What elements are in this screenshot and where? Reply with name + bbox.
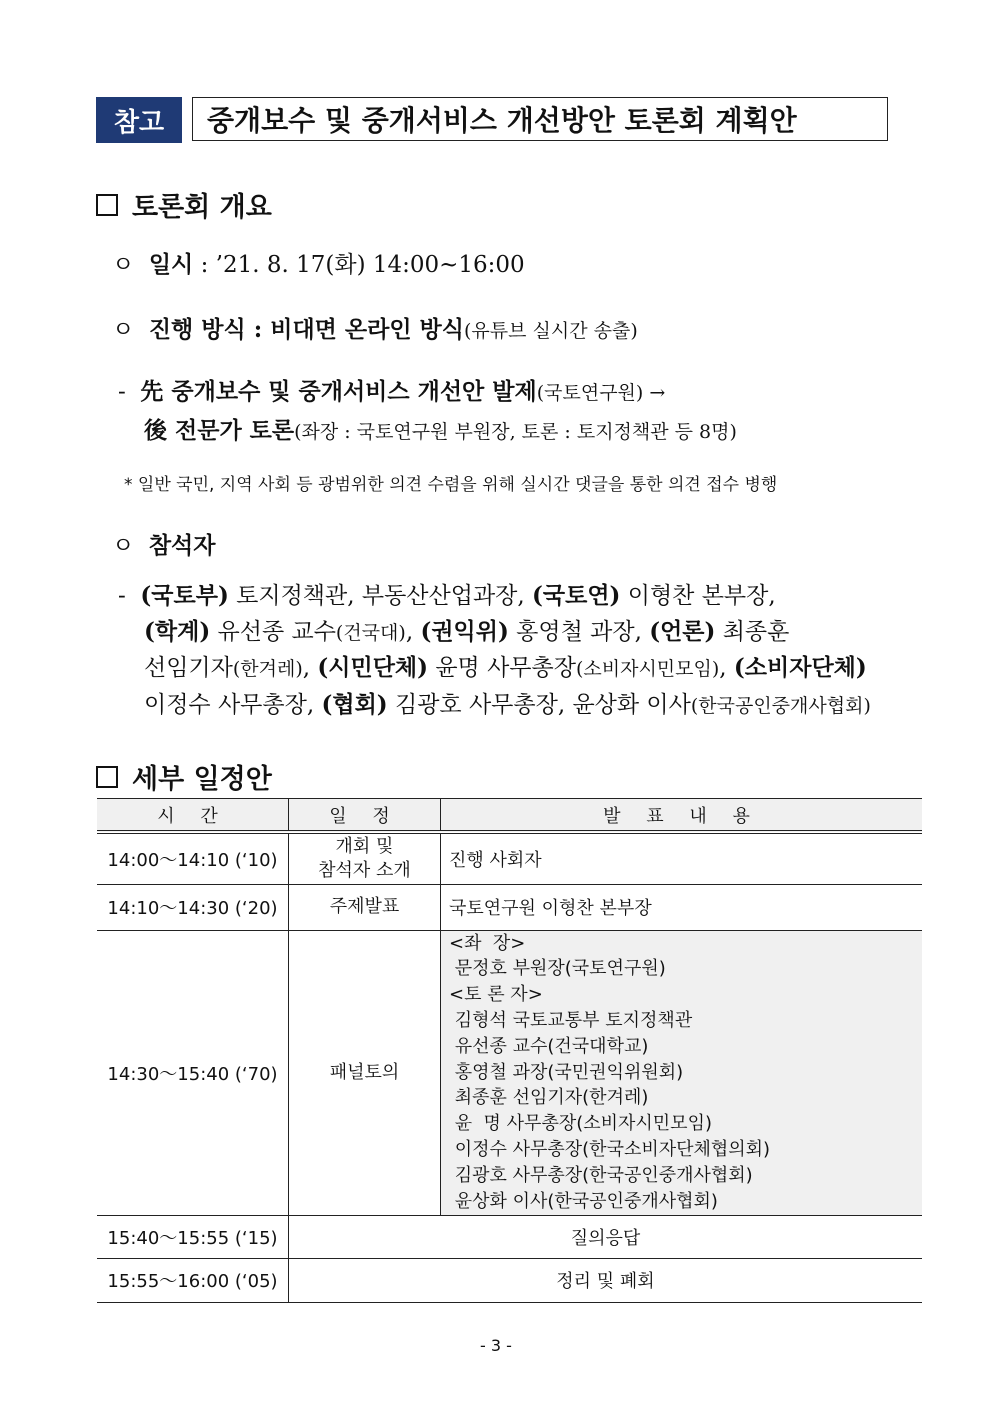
table-header-row: [97, 799, 922, 833]
time-cell: 15:55～16:00 (‘05): [97, 1258, 289, 1302]
item-cell: 정리 및 폐회: [289, 1258, 923, 1302]
participants-line-2: (학계) 유선종 교수(건국대), (권익위) 홍영철 과장, (언론) 최종훈: [144, 618, 790, 645]
note-line: * 일반 국민, 지역 사회 등 광범위한 의견 수렴을 위해 실시간 댓글을 통한 의견 접수 병행: [124, 475, 778, 495]
circle-bullet-icon: ㅇ: [112, 533, 135, 559]
date-value: : ’21. 8. 17(화) 14:00~16:00: [193, 252, 525, 278]
plan-line-1: [118, 373, 665, 406]
table-row: [97, 930, 922, 1215]
column-header: 일 정: [289, 799, 441, 833]
item-cell: 개회 및 참석자 소개: [289, 832, 441, 884]
panel-content-cell: <좌 장> 문정호 부원장(국토연구원) <토 론 자> 김형석 국토교통부 토지정책관 유선종 교수(건국대학교) 홍영철 과장(국민권익위원회) 최종훈 선임기자(한겨레) 윤 명 사무총장(소비자시민모임) 이정수 사무총장(한국소비자단체협의회) 김광호 사무총장(한국공인중개사협회) 윤상화 이사(한국공인중개사협회): [441, 930, 923, 1215]
participants-line: [112, 527, 216, 560]
participants-line-1: - (국토부) 토지정책관, 부동산산업과장, (국토연) 이형찬 본부장,: [118, 582, 776, 609]
circle-bullet-icon: ㅇ: [112, 252, 135, 278]
time-cell: 14:10～14:30 (‘20): [97, 884, 289, 930]
item-cell: 패널토의: [289, 930, 441, 1215]
table-row: [97, 1258, 922, 1302]
date-line: [112, 246, 525, 279]
participants-line-4: 이정수 사무총장, (협회) 김광호 사무총장, 윤상화 이사(한국공인중개사협회): [144, 691, 871, 718]
table-row: [97, 1215, 922, 1258]
item-cell: 주제발표: [289, 884, 441, 930]
square-bullet-icon: [96, 194, 118, 216]
method-label: 진행 방식 : 비대면 온라인 방식: [148, 316, 464, 343]
plan-line1-bold: 先 중개보수 및 중개서비스 개선안 발제: [140, 378, 537, 405]
column-header: 발 표 내 용: [441, 799, 923, 833]
table-row: [97, 832, 922, 884]
time-cell: 14:00～14:10 (‘10): [97, 832, 289, 884]
section-schedule-title: 세부 일정안: [132, 764, 272, 795]
reference-badge: 참고: [96, 97, 182, 143]
method-line: [112, 311, 638, 344]
time-cell: 15:40～15:55 (‘15): [97, 1215, 289, 1258]
section-schedule-heading: [96, 757, 272, 796]
plan-line1-sub: (국토연구원) →: [536, 382, 666, 404]
participants-line-3: 선임기자(한겨레), (시민단체) 윤명 사무총장(소비자시민모임), (소비자단체): [144, 654, 867, 681]
item-cell: 질의응답: [289, 1215, 923, 1258]
section-overview-heading: [96, 185, 272, 224]
page-title: 중개보수 및 중개서비스 개선방안 토론회 계획안: [192, 97, 888, 141]
table-row: [97, 884, 922, 930]
schedule-table: [97, 798, 922, 1303]
plan-line-2: [144, 412, 737, 445]
content-cell: 국토연구원 이형찬 본부장: [441, 884, 923, 930]
column-header: 시 간: [97, 799, 289, 833]
circle-bullet-icon: ㅇ: [112, 317, 135, 343]
plan-line2-bold: 後 전문가 토론: [144, 417, 295, 444]
section-overview-title: 토론회 개요: [132, 192, 272, 223]
method-sub: (유튜브 실시간 송출): [464, 320, 638, 342]
plan-line2-sub: (좌장 : 국토연구원 부원장, 토론 : 토지정책관 등 8명): [294, 421, 737, 443]
participants-label: 참석자: [148, 532, 216, 559]
square-bullet-icon: [96, 766, 118, 788]
page-number: - 3 -: [480, 1336, 512, 1355]
content-cell: 진행 사회자: [441, 832, 923, 884]
time-cell: 14:30～15:40 (‘70): [97, 930, 289, 1215]
date-label: 일시: [148, 251, 194, 278]
dash-bullet: -: [118, 379, 126, 405]
